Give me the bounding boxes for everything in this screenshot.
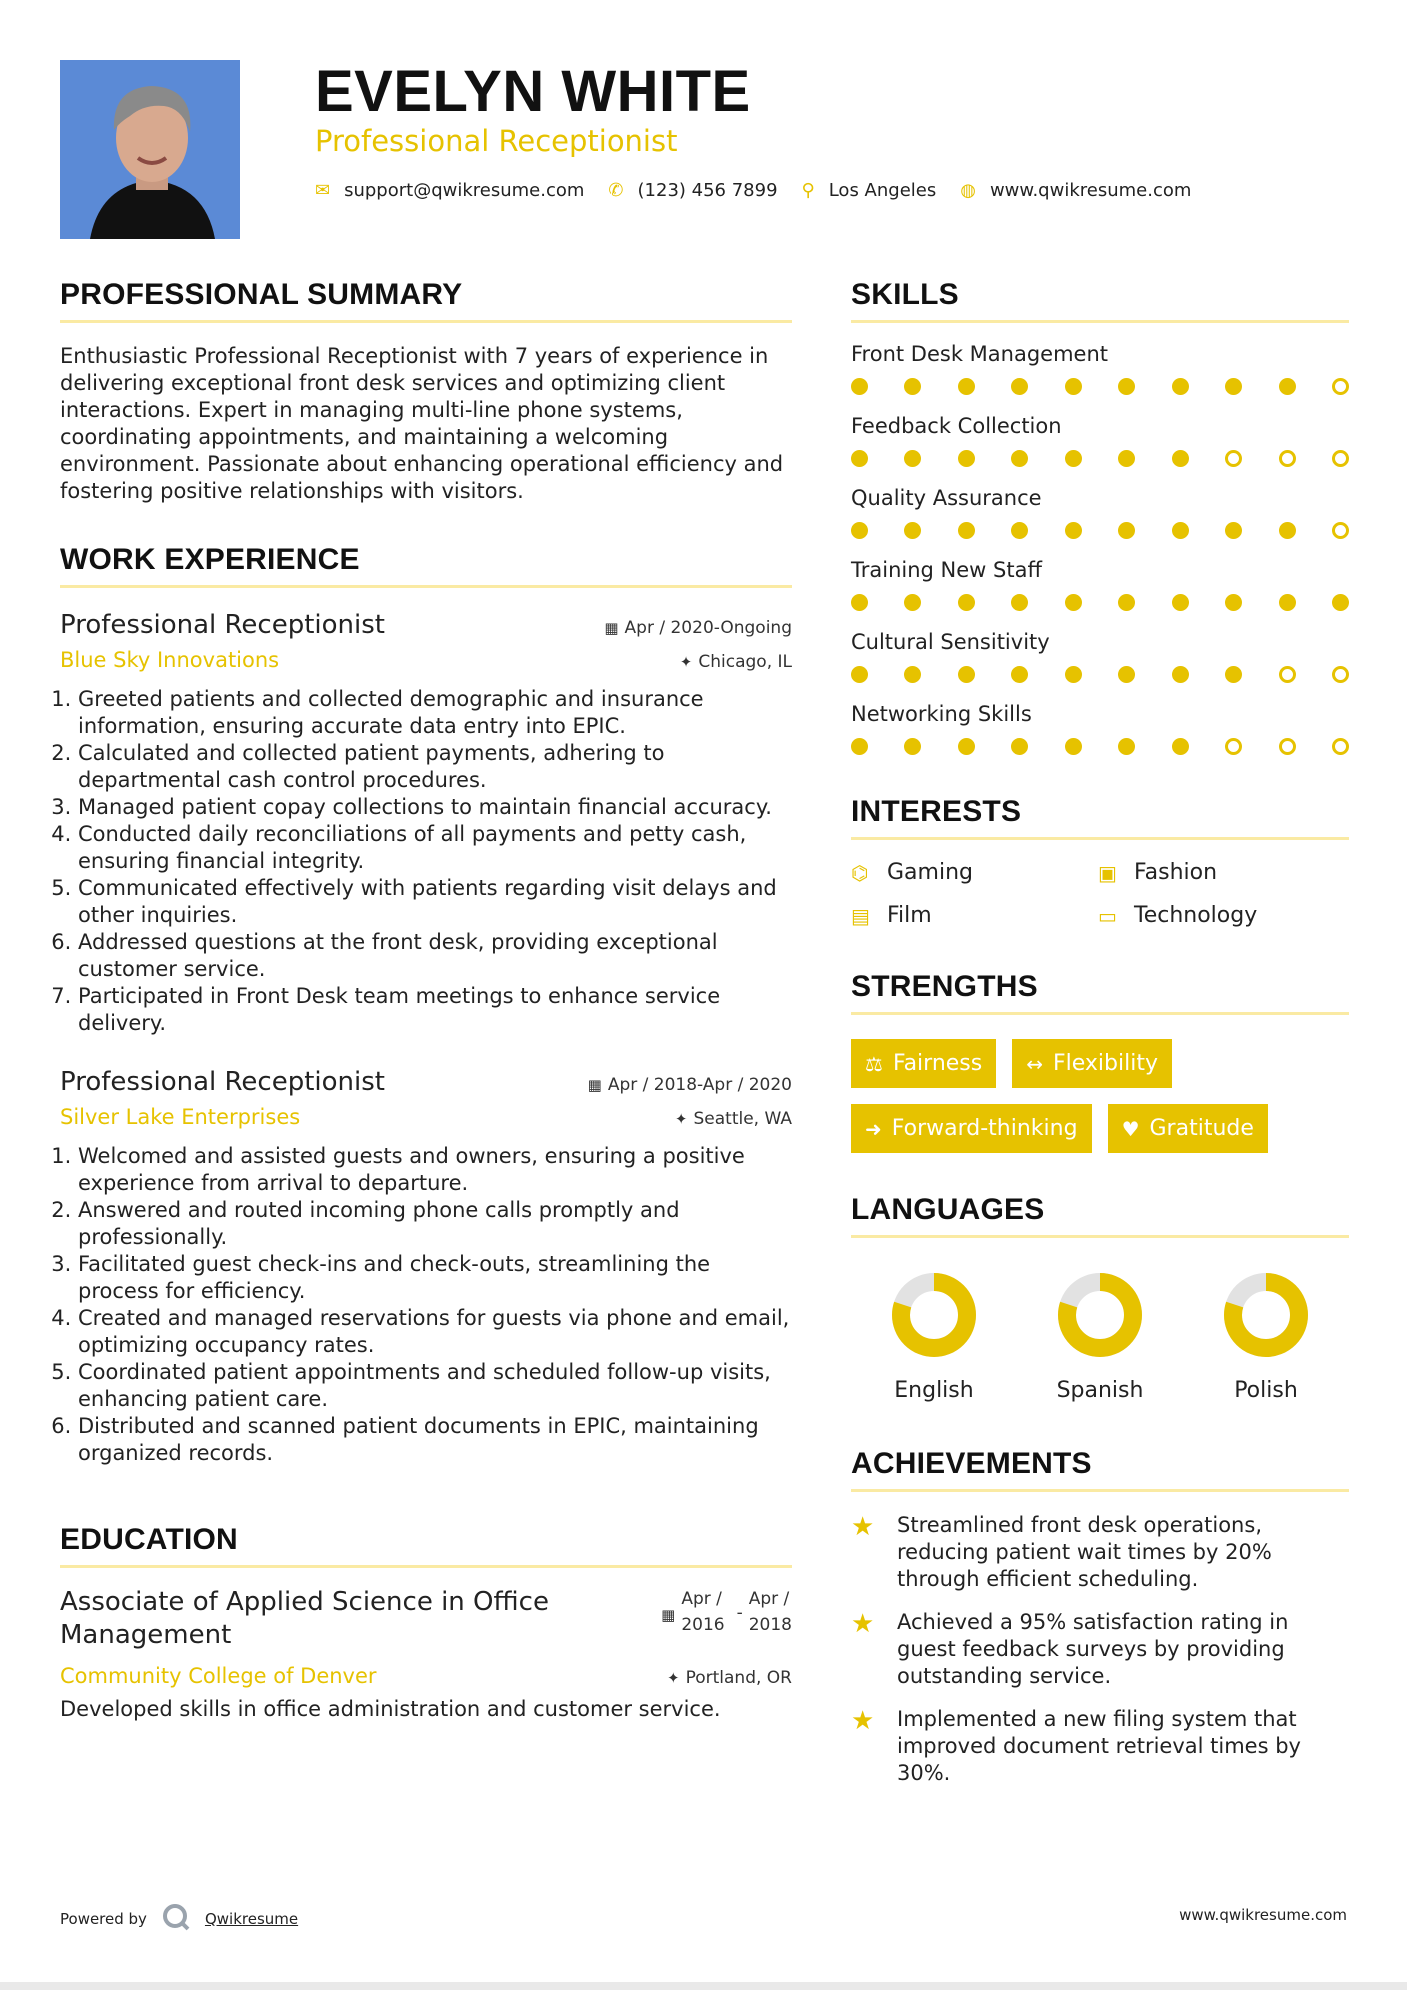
rating-dot-filled	[1279, 378, 1296, 395]
job-company: Silver Lake Enterprises	[60, 1105, 301, 1129]
summary-heading: PROFESSIONAL SUMMARY	[60, 278, 463, 311]
section-divider	[851, 837, 1349, 840]
languages-heading: LANGUAGES	[851, 1193, 1045, 1226]
skills-heading: SKILLS	[851, 278, 959, 311]
skill-item	[851, 486, 1349, 539]
education-description: Developed skills in office administration and customer service.	[60, 1697, 721, 1721]
gamepad-icon: ⌬	[851, 860, 869, 885]
pin-icon: ✦	[674, 1110, 688, 1128]
skill-rating	[851, 594, 1349, 611]
achievement-text: Achieved a 95% satisfaction rating in guest feedback surveys by providing outstanding service.	[897, 1610, 1289, 1688]
achievements-section	[851, 1447, 1349, 1787]
rating-dot-empty	[1332, 378, 1349, 395]
rating-dot-filled	[1172, 522, 1189, 539]
section-divider	[851, 320, 1349, 323]
rating-dot-filled	[1118, 738, 1135, 755]
skill-name: Feedback Collection	[851, 414, 1062, 438]
rating-dot-filled	[1011, 378, 1028, 395]
summary-section	[60, 278, 792, 505]
shopping-bag-icon: ▣	[1098, 860, 1117, 885]
globe-icon: ◍	[960, 180, 976, 201]
calendar-icon: ▦	[661, 1606, 676, 1624]
rating-dot-filled	[1065, 378, 1082, 395]
rating-dot-filled	[1172, 378, 1189, 395]
achievement-item	[851, 1706, 1349, 1787]
skill-item	[851, 342, 1349, 395]
job-dates: Apr / 2018-Apr / 2020	[607, 1075, 792, 1095]
rating-dot-filled	[1118, 666, 1135, 683]
education-heading: EDUCATION	[60, 1523, 238, 1556]
rating-dot-filled	[851, 450, 868, 467]
skills-section	[851, 278, 1349, 755]
strengths-heading: STRENGTHS	[851, 970, 1038, 1003]
calendar-icon: ▦	[587, 1076, 602, 1094]
language-name: Polish	[1234, 1378, 1298, 1403]
edu-start-month: Apr /	[681, 1589, 722, 1609]
rating-dot-filled	[1011, 450, 1028, 467]
rating-dot-empty	[1332, 738, 1349, 755]
rating-dot-filled	[1011, 738, 1028, 755]
rating-dot-filled	[851, 522, 868, 539]
language-item	[1017, 1270, 1183, 1403]
star-icon: ★	[851, 1609, 875, 1639]
language-proficiency-ring	[1221, 1270, 1311, 1360]
list-item: 1. Welcomed and assisted guests and owners, ensuring a positive experience from arrival to departure.	[78, 1143, 792, 1197]
contact-location: Los Angeles	[828, 180, 937, 201]
list-item: 1. Greeted patients and collected demographic and insurance information, ensuring accurate data entry into EPIC.	[78, 686, 792, 740]
skill-rating	[851, 450, 1349, 467]
section-divider	[60, 585, 792, 588]
skill-name: Cultural Sensitivity	[851, 630, 1050, 654]
section-divider	[851, 1235, 1349, 1238]
languages-list	[851, 1270, 1349, 1403]
rating-dot-empty	[1332, 450, 1349, 467]
strength-tag	[851, 1104, 1092, 1153]
balance-scale-icon: ⚖	[865, 1051, 883, 1076]
contact-phone[interactable]: (123) 456 7899	[637, 180, 778, 201]
rating-dot-filled	[1225, 666, 1242, 683]
degree-title: Associate of Applied Science in Office Management	[60, 1587, 549, 1650]
rating-dot-filled	[1065, 522, 1082, 539]
candidate-name: EVELYN WHITE	[315, 59, 751, 124]
qwikresume-logo-icon	[161, 1902, 191, 1936]
school-name: Community College of Denver	[60, 1664, 377, 1688]
rating-dot-filled	[1172, 666, 1189, 683]
pin-icon: ✦	[667, 1669, 680, 1687]
rating-dot-filled	[1011, 522, 1028, 539]
rating-dot-empty	[1279, 450, 1296, 467]
rating-dot-empty	[1279, 738, 1296, 755]
rating-dot-filled	[904, 738, 921, 755]
list-item: 7. Participated in Front Desk team meetings to enhance service delivery.	[78, 983, 792, 1037]
skill-item	[851, 630, 1349, 683]
skill-name: Training New Staff	[851, 558, 1042, 582]
job-duties	[60, 1143, 792, 1467]
phone-icon: ✆	[608, 180, 624, 201]
skill-item	[851, 414, 1349, 467]
film-icon: ▤	[851, 903, 870, 928]
rating-dot-filled	[1118, 378, 1135, 395]
strengths-section	[851, 970, 1349, 1153]
strength-label: Gratitude	[1149, 1116, 1254, 1141]
footer-website[interactable]: www.qwikresume.com	[1179, 1906, 1347, 1924]
strength-label: Fairness	[892, 1051, 983, 1076]
language-item	[851, 1270, 1017, 1403]
language-name: Spanish	[1056, 1378, 1144, 1403]
strength-label: Flexibility	[1053, 1051, 1158, 1076]
job-company: Blue Sky Innovations	[60, 648, 280, 672]
section-divider	[851, 1012, 1349, 1015]
rating-dot-filled	[904, 522, 921, 539]
rating-dot-filled	[1225, 522, 1242, 539]
language-name: English	[894, 1378, 974, 1403]
languages-section	[851, 1193, 1349, 1403]
strength-tag	[1108, 1104, 1268, 1153]
experience-section	[60, 543, 792, 1467]
rating-dot-filled	[904, 666, 921, 683]
education-section	[60, 1523, 792, 1723]
strength-tag	[851, 1039, 996, 1088]
rating-dot-filled	[1332, 594, 1349, 611]
job-location: Seattle, WA	[693, 1109, 792, 1129]
rating-dot-filled	[904, 450, 921, 467]
section-divider	[60, 320, 792, 323]
skill-item	[851, 702, 1349, 755]
rating-dot-empty	[1225, 450, 1242, 467]
rating-dot-filled	[904, 594, 921, 611]
edu-end-year: 2018	[748, 1615, 792, 1635]
job-title: Professional Receptionist	[60, 610, 385, 640]
section-divider	[851, 1489, 1349, 1492]
interests-heading: INTERESTS	[851, 795, 1022, 828]
rating-dot-empty	[1225, 738, 1242, 755]
rating-dot-filled	[1172, 450, 1189, 467]
rating-dot-filled	[1065, 450, 1082, 467]
skills-list	[851, 342, 1349, 755]
rating-dot-filled	[904, 378, 921, 395]
rating-dot-filled	[1172, 594, 1189, 611]
rating-dot-filled	[958, 738, 975, 755]
laptop-icon: ▭	[1098, 903, 1117, 928]
profile-photo	[60, 60, 240, 239]
edu-start-year: 2016	[681, 1615, 725, 1635]
skill-rating	[851, 378, 1349, 395]
job-title: Professional Receptionist	[60, 1067, 385, 1097]
job-entry	[60, 610, 792, 1037]
interest-item	[851, 903, 1098, 928]
contact-website[interactable]: www.qwikresume.com	[989, 180, 1192, 201]
rating-dot-filled	[851, 594, 868, 611]
skill-rating	[851, 522, 1349, 539]
skill-name: Front Desk Management	[851, 342, 1108, 366]
contact-bar	[315, 180, 1215, 201]
rating-dot-filled	[958, 450, 975, 467]
interests-section	[851, 795, 1349, 928]
summary-text: Enthusiastic Professional Receptionist with 7 years of experience in delivering exceptional front desk services and optimizing client interactions. Expert in managing multi-line phone systems, coordinating appointments, and maintaining a welcoming environment. Passionate about enhancing operational efficiency and fostering positive relationships with visitors.	[60, 344, 784, 503]
achievement-text: Streamlined front desk operations, reducing patient wait times by 20% through efficient scheduling.	[897, 1513, 1272, 1591]
skill-rating	[851, 666, 1349, 683]
list-item: 2. Answered and routed incoming phone calls promptly and professionally.	[78, 1197, 792, 1251]
pin-icon: ✦	[679, 653, 693, 671]
bottom-bar	[0, 1982, 1407, 1990]
rating-dot-filled	[1011, 666, 1028, 683]
brand-link[interactable]: Qwikresume	[204, 1910, 299, 1928]
interest-item	[1098, 903, 1348, 928]
heart-icon: ♥	[1121, 1116, 1140, 1141]
achievement-item	[851, 1512, 1349, 1593]
right-column	[851, 278, 1349, 1803]
envelope-icon: ✉	[315, 180, 331, 201]
star-icon: ★	[851, 1706, 875, 1736]
edu-end-month: Apr /	[748, 1589, 790, 1609]
date-separator: -	[736, 1603, 743, 1623]
rating-dot-filled	[1011, 594, 1028, 611]
rating-dot-filled	[1279, 522, 1296, 539]
job-dates: Apr / 2020-Ongoing	[624, 618, 792, 638]
rating-dot-filled	[1118, 450, 1135, 467]
interest-label: Film	[887, 903, 932, 928]
left-column	[60, 278, 792, 1723]
rating-dot-filled	[958, 522, 975, 539]
arrows-horizontal-icon: ↔	[1026, 1051, 1043, 1076]
list-item: 6. Addressed questions at the front desk, providing exceptional customer service.	[78, 929, 792, 983]
achievements-heading: ACHIEVEMENTS	[851, 1447, 1092, 1480]
list-item: 4. Created and managed reservations for guests via phone and email, optimizing occupancy rates.	[78, 1305, 792, 1359]
candidate-title: Professional Receptionist	[315, 124, 678, 158]
interest-label: Fashion	[1134, 860, 1218, 885]
skill-name: Quality Assurance	[851, 486, 1042, 510]
rating-dot-filled	[1118, 522, 1135, 539]
rating-dot-filled	[851, 738, 868, 755]
rating-dot-filled	[851, 666, 868, 683]
calendar-icon: ▦	[604, 619, 619, 637]
rating-dot-filled	[1172, 738, 1189, 755]
experience-heading: WORK EXPERIENCE	[60, 543, 360, 576]
interest-item	[1098, 860, 1348, 885]
language-proficiency-ring	[889, 1270, 979, 1360]
interest-label: Technology	[1134, 903, 1258, 928]
job-entry	[60, 1067, 792, 1467]
job-location: Chicago, IL	[698, 652, 792, 672]
interest-label: Gaming	[887, 860, 973, 885]
school-location: Portland, OR	[685, 1668, 792, 1688]
star-icon: ★	[851, 1512, 875, 1542]
language-proficiency-ring	[1055, 1270, 1145, 1360]
achievement-item	[851, 1609, 1349, 1690]
rating-dot-empty	[1332, 522, 1349, 539]
rating-dot-filled	[1065, 594, 1082, 611]
rating-dot-filled	[1279, 594, 1296, 611]
rating-dot-filled	[851, 378, 868, 395]
map-pin-icon: ⚲	[801, 180, 815, 201]
language-item	[1183, 1270, 1349, 1403]
rating-dot-filled	[1118, 594, 1135, 611]
achievement-text: Implemented a new filing system that improved document retrieval times by 30%.	[897, 1707, 1301, 1785]
interest-item	[851, 860, 1098, 885]
rating-dot-filled	[1225, 378, 1242, 395]
rating-dot-filled	[1065, 738, 1082, 755]
list-item: 3. Facilitated guest check-ins and check-outs, streamlining the process for efficiency.	[78, 1251, 792, 1305]
skill-item	[851, 558, 1349, 611]
list-item: 5. Communicated effectively with patients regarding visit delays and other inquiries.	[78, 875, 792, 929]
rating-dot-empty	[1332, 666, 1349, 683]
rating-dot-empty	[1279, 666, 1296, 683]
skill-rating	[851, 738, 1349, 755]
strength-tag	[1012, 1039, 1172, 1088]
rating-dot-filled	[958, 594, 975, 611]
list-item: 3. Managed patient copay collections to maintain financial accuracy.	[78, 794, 792, 821]
rating-dot-filled	[958, 378, 975, 395]
strength-label: Forward-thinking	[891, 1116, 1078, 1141]
list-item: 6. Distributed and scanned patient documents in EPIC, maintaining organized records.	[78, 1413, 792, 1467]
skill-name: Networking Skills	[851, 702, 1032, 726]
arrow-right-icon: ➜	[865, 1116, 882, 1141]
job-duties	[60, 686, 792, 1037]
list-item: 2. Calculated and collected patient payments, adhering to departmental cash control procedures.	[78, 740, 792, 794]
rating-dot-filled	[958, 666, 975, 683]
list-item: 4. Conducted daily reconciliations of all payments and petty cash, ensuring financial integrity.	[78, 821, 792, 875]
footer-powered-by	[60, 1902, 298, 1936]
section-divider	[60, 1565, 792, 1568]
rating-dot-filled	[1065, 666, 1082, 683]
powered-by-label: Powered by	[60, 1910, 147, 1928]
list-item: 5. Coordinated patient appointments and scheduled follow-up visits, enhancing patient care.	[78, 1359, 792, 1413]
rating-dot-filled	[1225, 594, 1242, 611]
contact-email[interactable]: support@qwikresume.com	[344, 180, 585, 201]
